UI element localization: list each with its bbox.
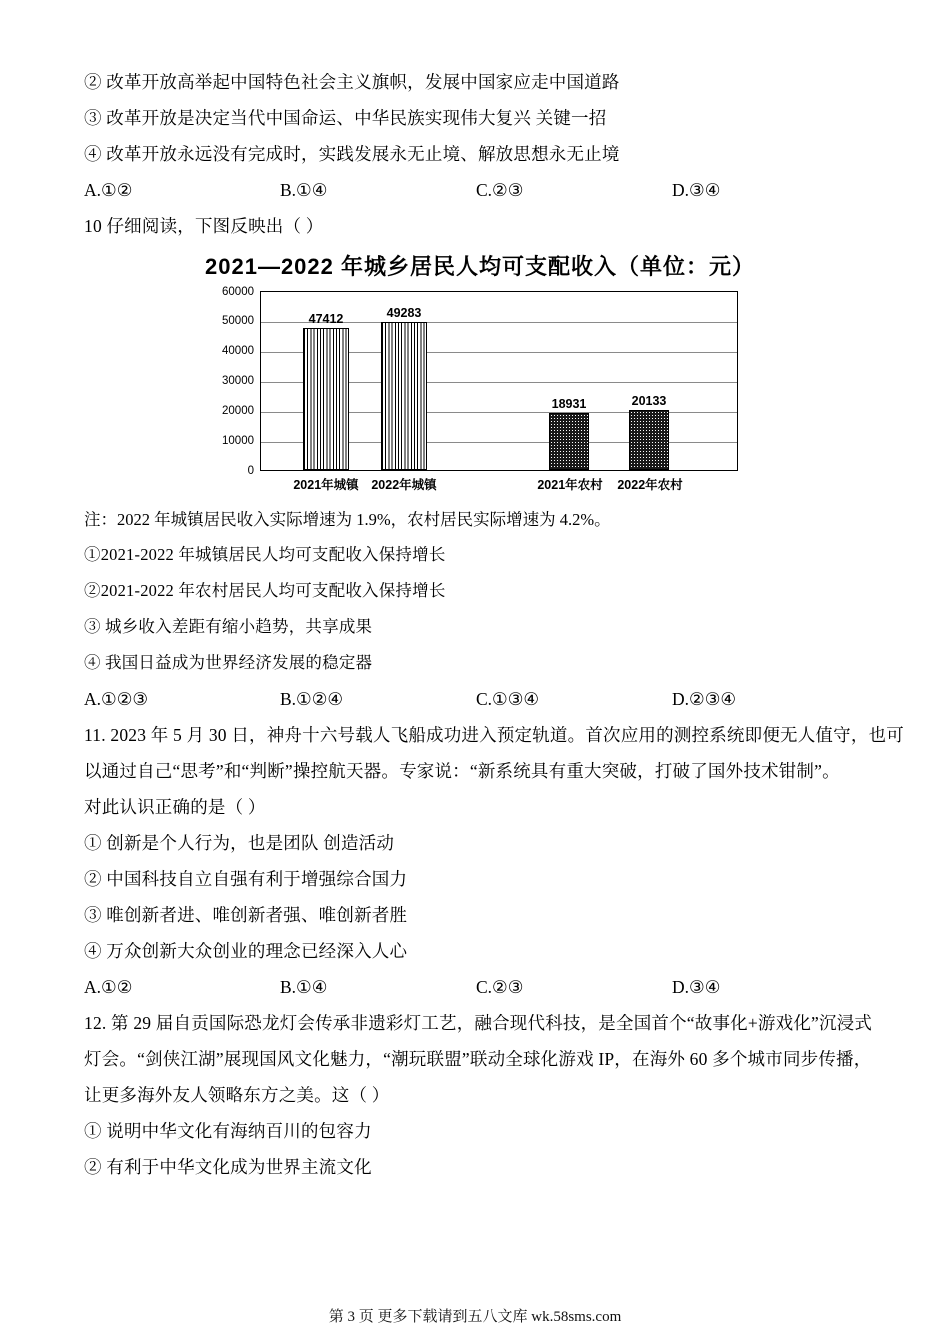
q10-stem: 10 仔细阅读，下图反映出（ ） bbox=[84, 216, 324, 236]
chart-area bbox=[202, 286, 742, 492]
y-tick-60000: 60000 bbox=[222, 286, 254, 298]
chart-x-axis bbox=[260, 475, 738, 497]
x-tick-2022-urban: 2022年城镇 bbox=[371, 478, 437, 492]
chart-y-axis bbox=[202, 286, 256, 477]
q9-option-b[interactable]: B.①④ bbox=[280, 180, 328, 200]
q11-stem-line-3: 对此认识正确的是（ ） bbox=[84, 797, 266, 817]
q10-statement-1: ①2021-2022 年城镇居民人均可支配收入保持增长 bbox=[84, 545, 446, 564]
q11-statement-3: ③ 唯创新者进、唯创新者强、唯创新者胜 bbox=[84, 905, 408, 925]
q10-note: 注：2022 年城镇居民收入实际增速为 1.9%，农村居民实际增速为 4.2%。 bbox=[84, 510, 611, 529]
q11-option-b[interactable]: B.①④ bbox=[280, 977, 328, 997]
q10-option-d[interactable]: D.②③④ bbox=[672, 689, 737, 709]
q10-option-b[interactable]: B.①②④ bbox=[280, 689, 344, 709]
q10-statement-2: ②2021-2022 年农村居民人均可支配收入保持增长 bbox=[84, 581, 446, 600]
q9-statement-3: ③ 改革开放是决定当代中国命运、中华民族实现伟大复兴 关键一招 bbox=[84, 108, 607, 128]
bar-2022-rural bbox=[629, 393, 669, 470]
q11-statement-4: ④ 万众创新大众创业的理念已经深入人心 bbox=[84, 941, 408, 961]
q10-option-a[interactable]: A.①②③ bbox=[84, 689, 149, 709]
q11-options bbox=[84, 969, 866, 1005]
y-tick-40000: 40000 bbox=[222, 345, 254, 357]
q10-options bbox=[84, 681, 866, 717]
page-footer: 第 3 页 更多下载请到五八文库 wk.58sms.com bbox=[328, 1309, 622, 1325]
q11-statement-1: ① 创新是个人行为，也是团队 创造活动 bbox=[84, 833, 395, 853]
chart-title: 2021—2022 年城乡居民人均可支配收入（单位：元） bbox=[205, 254, 755, 279]
q10-option-c[interactable]: C.①③④ bbox=[476, 689, 540, 709]
y-tick-10000: 10000 bbox=[222, 435, 254, 447]
q9-option-c[interactable]: C.②③ bbox=[476, 180, 524, 200]
q10-statement-3: ③ 城乡收入差距有缩小趋势，共享成果 bbox=[84, 617, 373, 636]
q12-stem-line-3: 让更多海外友人领略东方之美。这（ ） bbox=[84, 1085, 390, 1105]
x-tick-2022-rural: 2022年农村 bbox=[617, 478, 683, 492]
q12-statement-2: ② 有利于中华文化成为世界主流文化 bbox=[84, 1157, 372, 1177]
q11-stem-line-2: 以通过自己“思考”和“判断”操控航天器。专家说：“新系统具有重大突破，打破了国外技术钳制”。 bbox=[84, 761, 840, 781]
bar-value-2021-rural: 18931 bbox=[551, 397, 587, 412]
q9-statement-2: ② 改革开放高举起中国特色社会主义旗帜，发展中国家应走中国道路 bbox=[84, 72, 620, 92]
q9-statement-4: ④ 改革开放永远没有完成时，实践发展永无止境、解放思想永无止境 bbox=[84, 144, 620, 164]
q9-option-d[interactable]: D.③④ bbox=[672, 180, 721, 200]
y-tick-20000: 20000 bbox=[222, 405, 254, 417]
q10-statement-4: ④ 我国日益成为世界经济发展的稳定器 bbox=[84, 653, 373, 672]
bar-value-2022-rural: 20133 bbox=[631, 393, 667, 408]
bar-2021-rural bbox=[549, 397, 589, 470]
q9-options bbox=[84, 172, 866, 208]
q11-option-d[interactable]: D.③④ bbox=[672, 977, 721, 997]
bar-value-2022-urban: 49283 bbox=[386, 306, 422, 321]
q12-stem-line-2: 灯会。“剑侠江湖”展现国风文化魅力，“潮玩联盟”联动全球化游戏 IP，在海外 60 多个城市同步传播， bbox=[84, 1049, 872, 1069]
income-bar-chart bbox=[84, 250, 866, 491]
q9-option-a[interactable]: A.①② bbox=[84, 180, 133, 200]
x-tick-2021-urban: 2021年城镇 bbox=[293, 478, 359, 492]
q11-option-c[interactable]: C.②③ bbox=[476, 977, 524, 997]
bar-2021-urban bbox=[303, 311, 349, 470]
chart-plot-area bbox=[260, 291, 738, 471]
y-tick-0: 0 bbox=[247, 465, 254, 477]
q12-stem-line-1: 12. 第 29 届自贡国际恐龙灯会传承非遗彩灯工艺，融合现代科技，是全国首个“故事化+游戏化”沉浸式 bbox=[84, 1013, 873, 1033]
q11-stem-line-1: 11. 2023 年 5 月 30 日，神舟十六号载人飞船成功进入预定轨道。首次应用的测控系统即便无人值守，也可 bbox=[84, 725, 904, 745]
x-tick-2021-rural: 2021年农村 bbox=[537, 478, 603, 492]
q11-option-a[interactable]: A.①② bbox=[84, 977, 133, 997]
bar-value-2021-urban: 47412 bbox=[308, 311, 344, 326]
q11-statement-2: ② 中国科技自立自强有利于增强综合国力 bbox=[84, 869, 408, 889]
q12-statement-1: ① 说明中华文化有海纳百川的包容力 bbox=[84, 1121, 372, 1141]
y-tick-50000: 50000 bbox=[222, 315, 254, 327]
y-tick-30000: 30000 bbox=[222, 375, 254, 387]
bar-2022-urban bbox=[381, 306, 427, 470]
